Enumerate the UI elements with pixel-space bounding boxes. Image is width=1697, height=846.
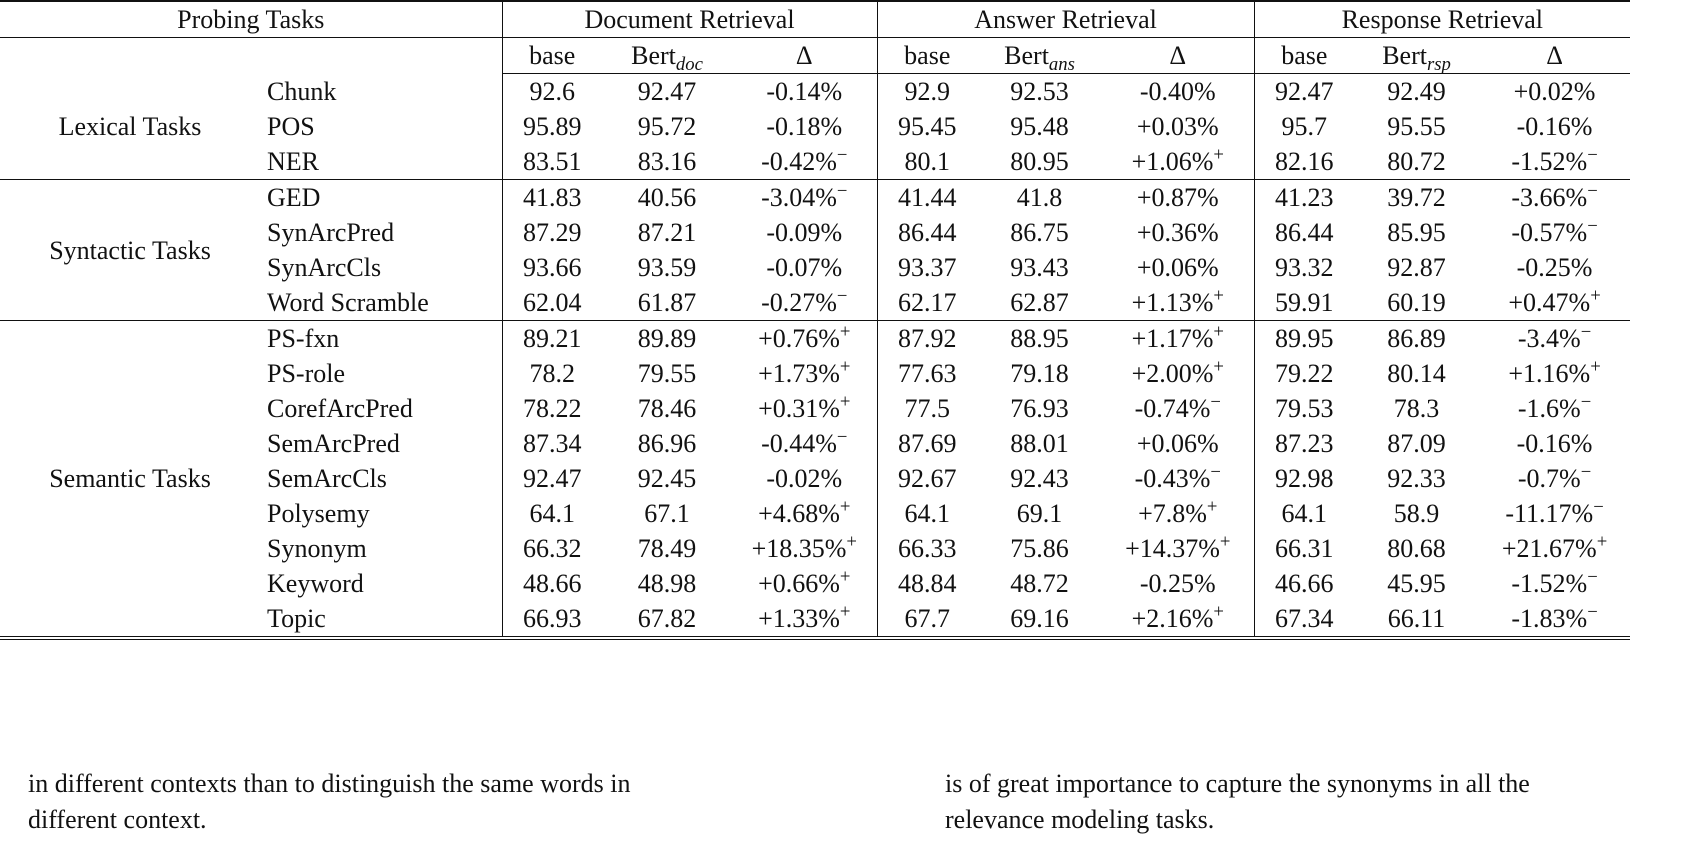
bert-value-cell: 92.53 [1010, 77, 1069, 106]
base-value-cell: 62.17 [877, 285, 977, 321]
task-name-cell: SemArcPred [267, 429, 400, 458]
base-value-cell: 95.45 [877, 109, 977, 144]
base-value-cell: 92.67 [877, 461, 977, 496]
bert-value-cell: 62.87 [977, 285, 1102, 321]
significance-mark: + [1213, 356, 1224, 378]
delta-value: -1.6% [1517, 394, 1581, 423]
significance-mark: + [1213, 144, 1224, 166]
bert-value-cell: 39.72 [1387, 183, 1446, 212]
significance-mark: − [1580, 391, 1592, 413]
delta-value: -0.02% [766, 464, 843, 493]
delta-value: +1.73% [758, 359, 840, 388]
ans-bert-header: Bert$_{ans}$ [977, 38, 1102, 74]
base-value-cell: 92.47 [1254, 74, 1354, 110]
bert-value-cell: 95.48 [1010, 112, 1069, 141]
significance-mark: − [1587, 144, 1598, 166]
bert-value-cell: 92.87 [1387, 253, 1446, 282]
base-value-cell: 48.66 [502, 566, 602, 601]
table-row [0, 321, 1630, 357]
significance-mark: + [839, 391, 851, 413]
base-value-cell: 89.21 [502, 321, 602, 357]
delta-value-cell [1102, 109, 1254, 144]
bert-value-cell: 92.33 [1387, 464, 1446, 493]
bert-value-cell: 79.55 [637, 359, 697, 388]
delta-value-cell [732, 566, 877, 601]
task-group-label: Lexical Tasks [0, 74, 260, 180]
delta-value: -0.74% [1134, 394, 1211, 423]
delta-value-cell [732, 285, 877, 321]
delta-value-cell [1102, 285, 1254, 321]
delta-value: -3.66% [1511, 183, 1588, 212]
body-text-right-column [945, 766, 1697, 838]
delta-value-cell [732, 496, 877, 531]
delta-value: +7.8% [1138, 499, 1207, 528]
delta-value: +0.76% [758, 324, 840, 353]
significance-mark: + [839, 566, 851, 588]
bert-value-cell: 75.86 [1010, 534, 1069, 563]
delta-value: -0.14% [766, 77, 843, 106]
bert-value-cell: 87.21 [637, 218, 697, 247]
significance-mark: + [839, 321, 851, 343]
base-value-cell: 79.53 [1254, 391, 1354, 426]
significance-mark: + [846, 531, 857, 553]
bert-value-cell: 95.55 [1387, 112, 1446, 141]
base-value-cell: 93.66 [502, 250, 602, 285]
significance-mark: − [1593, 496, 1604, 518]
task-name-cell: Keyword [267, 569, 364, 598]
delta-value: -0.27% [761, 288, 837, 317]
base-value-cell: 87.23 [1254, 426, 1354, 461]
base-value-cell: 87.29 [502, 215, 602, 250]
base-value-cell: 87.92 [877, 321, 977, 357]
significance-mark: + [1590, 285, 1601, 307]
significance-mark: + [1590, 356, 1601, 378]
base-value-cell: 92.98 [1254, 461, 1354, 496]
bert-value-cell: 92.49 [1387, 77, 1446, 106]
delta-value-cell [1479, 566, 1630, 601]
rsp-base-header: base [1254, 38, 1354, 74]
bert-value-cell: 48.98 [637, 569, 697, 598]
bert-value-cell: 79.18 [1010, 359, 1069, 388]
bert-value-cell: 93.43 [1010, 253, 1069, 282]
table-body [0, 74, 1630, 639]
base-value-cell: 95.7 [1254, 109, 1354, 144]
delta-value-cell [732, 426, 877, 461]
delta-value-cell [732, 109, 877, 144]
delta-value-cell [1102, 321, 1254, 357]
bert-value-cell: 67.82 [602, 601, 732, 638]
delta-value: -0.16% [1516, 112, 1593, 141]
base-value-cell: 87.69 [877, 426, 977, 461]
significance-mark: − [836, 144, 848, 166]
bert-value-cell: 80.14 [1387, 359, 1446, 388]
ans-delta-header: Δ [1102, 38, 1254, 74]
delta-value-cell [1479, 250, 1630, 285]
delta-value-cell [1479, 321, 1630, 357]
base-value-cell: 59.91 [1254, 285, 1354, 321]
delta-value: +18.35% [751, 534, 847, 563]
base-value-cell: 48.84 [877, 566, 977, 601]
bert-value-cell: 89.89 [637, 324, 697, 353]
delta-value: -0.18% [766, 112, 843, 141]
table-header-row [0, 1, 1630, 38]
probing-tasks-header: Probing Tasks [0, 1, 502, 38]
task-name-cell: NER [260, 144, 502, 180]
bert-value-cell: 69.1 [1016, 499, 1063, 528]
delta-value-cell [732, 356, 877, 391]
delta-value-cell [732, 74, 877, 110]
response-retrieval-header: Response Retrieval [1254, 1, 1630, 38]
base-value-cell: 80.1 [877, 144, 977, 180]
base-value-cell: 78.22 [502, 391, 602, 426]
task-name-cell: GED [267, 183, 321, 212]
delta-value-cell [1479, 531, 1630, 566]
bert-value-cell: 88.01 [1010, 429, 1069, 458]
bert-value-cell: 80.72 [1354, 144, 1479, 180]
bert-value-cell: 92.47 [637, 77, 697, 106]
delta-value: +14.37% [1125, 534, 1220, 563]
base-value-cell: 77.63 [877, 356, 977, 391]
significance-mark: − [1587, 601, 1598, 623]
task-name-cell: CorefArcPred [267, 394, 413, 423]
delta-value-cell [732, 391, 877, 426]
base-value-cell: 89.95 [1254, 321, 1354, 357]
bert-value-cell: 40.56 [637, 183, 697, 212]
bert-value-cell: 76.93 [1010, 394, 1069, 423]
base-value-cell: 92.9 [877, 74, 977, 110]
significance-mark: − [1580, 321, 1592, 343]
significance-mark: + [839, 356, 851, 378]
delta-value-cell [1479, 180, 1630, 216]
task-group-label: Semantic Tasks [0, 321, 260, 639]
delta-value: -1.52% [1511, 569, 1588, 598]
delta-value-cell [732, 321, 877, 357]
task-name-cell: Word Scramble [260, 285, 502, 321]
ans-base-header: base [877, 38, 977, 74]
delta-value: +0.47% [1508, 288, 1591, 317]
doc-bert-header: Bert$_{doc}$ [602, 38, 732, 74]
significance-mark: − [1210, 391, 1221, 413]
bert-value-cell: 80.95 [977, 144, 1102, 180]
delta-value-cell [1102, 601, 1254, 638]
task-name-cell: Chunk [267, 76, 337, 106]
delta-value: +2.16% [1131, 604, 1214, 633]
delta-value-cell [732, 601, 877, 638]
delta-value: +2.00% [1131, 359, 1214, 388]
body-text-line: relevance modeling tasks. [945, 805, 1215, 834]
base-value-cell: 78.2 [502, 356, 602, 391]
bert-value-cell: 86.96 [637, 429, 697, 458]
base-value-cell: 41.44 [877, 180, 977, 216]
significance-mark: − [1210, 461, 1221, 483]
significance-mark: − [1580, 461, 1592, 483]
delta-value: +1.17% [1131, 324, 1214, 353]
delta-value-cell [1102, 74, 1254, 110]
base-value-cell: 92.47 [502, 461, 602, 496]
delta-value: +1.13% [1131, 288, 1214, 317]
bert-value-cell: 45.95 [1387, 569, 1446, 598]
delta-value: +0.36% [1136, 218, 1219, 247]
base-value-cell: 66.93 [502, 601, 602, 638]
task-group-label: Syntactic Tasks [0, 180, 260, 321]
delta-value: -1.52% [1511, 147, 1588, 176]
delta-value-cell [1479, 496, 1630, 531]
delta-value: -0.42% [761, 147, 837, 176]
bert-value-cell: 58.9 [1393, 499, 1440, 528]
delta-value: +1.33% [758, 604, 840, 633]
base-value-cell: 92.6 [502, 74, 602, 110]
table-row [0, 180, 1630, 216]
bert-value-cell: 95.72 [637, 112, 697, 141]
delta-value: +0.31% [758, 394, 840, 423]
delta-value: +21.67% [1501, 534, 1597, 563]
table-subheader-row [0, 38, 1630, 74]
delta-value: +0.06% [1136, 429, 1219, 458]
bert-value-cell: 78.46 [637, 394, 697, 423]
delta-value: +0.03% [1136, 112, 1219, 141]
bert-value-cell: 87.09 [1387, 429, 1446, 458]
delta-value-cell [1479, 461, 1630, 496]
bert-value-cell: 80.68 [1387, 534, 1446, 563]
bert-value-cell: 78.49 [637, 534, 697, 563]
delta-value-cell [1102, 391, 1254, 426]
delta-value-cell [732, 180, 877, 216]
bert-value-cell: 48.72 [1010, 569, 1069, 598]
delta-value-cell [732, 250, 877, 285]
significance-mark: − [836, 426, 848, 448]
task-name-cell: Polysemy [267, 499, 370, 528]
task-name-cell: Synonym [267, 534, 367, 563]
bert-value-cell: 67.1 [644, 499, 690, 528]
delta-value-cell [1102, 461, 1254, 496]
base-value-cell: 86.44 [1254, 215, 1354, 250]
table-row [0, 74, 1630, 110]
significance-mark: + [1213, 321, 1224, 343]
body-text-line: is of great importance to capture the synonyms in all the [945, 769, 1530, 798]
delta-value-cell [1102, 426, 1254, 461]
document-retrieval-header: Document Retrieval [502, 1, 877, 38]
bert-value-cell: 61.87 [602, 285, 732, 321]
base-value-cell: 66.31 [1254, 531, 1354, 566]
delta-value-cell [1102, 356, 1254, 391]
delta-value-cell [732, 531, 877, 566]
delta-value-cell [1102, 180, 1254, 216]
delta-value-cell [1102, 531, 1254, 566]
answer-retrieval-header: Answer Retrieval [877, 1, 1254, 38]
delta-value: +0.06% [1136, 253, 1219, 282]
base-value-cell: 67.34 [1254, 601, 1354, 638]
base-value-cell: 67.7 [877, 601, 977, 638]
delta-value: +0.87% [1136, 183, 1219, 212]
base-value-cell: 64.1 [877, 496, 977, 531]
delta-value-cell [1479, 109, 1630, 144]
delta-value: -3.4% [1517, 324, 1581, 353]
base-value-cell: 79.22 [1254, 356, 1354, 391]
delta-value-cell [732, 461, 877, 496]
significance-mark: + [839, 496, 851, 518]
doc-base-header: base [502, 38, 602, 74]
significance-mark: + [839, 601, 851, 623]
bert-value-cell: 60.19 [1354, 285, 1479, 321]
delta-value-cell [1102, 496, 1254, 531]
task-name-cell: Topic [260, 601, 502, 638]
delta-value: +1.16% [1508, 359, 1591, 388]
delta-value-cell [1479, 601, 1630, 638]
doc-delta-header: Δ [732, 38, 877, 74]
delta-value: -1.83% [1511, 604, 1588, 633]
rsp-bert-header: Bert$_{rsp}$ [1354, 38, 1479, 74]
delta-value-cell [1479, 74, 1630, 110]
base-value-cell: 66.32 [502, 531, 602, 566]
delta-value-cell [1102, 566, 1254, 601]
significance-mark: + [1596, 531, 1608, 553]
significance-mark: + [1213, 285, 1224, 307]
bert-value-cell: 92.43 [1010, 464, 1069, 493]
base-value-cell: 46.66 [1254, 566, 1354, 601]
base-value-cell: 93.37 [877, 250, 977, 285]
rsp-delta-header: Δ [1479, 38, 1630, 74]
base-value-cell: 87.34 [502, 426, 602, 461]
delta-value: -0.25% [1139, 569, 1216, 598]
base-value-cell: 41.23 [1254, 180, 1354, 216]
significance-mark: − [1587, 566, 1598, 588]
base-value-cell: 66.33 [877, 531, 977, 566]
bert-value-cell: 92.45 [637, 464, 697, 493]
delta-value-cell [1102, 144, 1254, 180]
base-value-cell: 41.83 [502, 180, 602, 216]
delta-value-cell [732, 144, 877, 180]
task-name-cell: PS-fxn [267, 324, 340, 353]
significance-mark: − [1587, 180, 1598, 202]
base-value-cell: 93.32 [1254, 250, 1354, 285]
task-name-cell: POS [267, 112, 315, 141]
delta-value: -0.7% [1517, 464, 1581, 493]
base-value-cell: 82.16 [1254, 144, 1354, 180]
significance-mark: − [836, 285, 848, 307]
delta-value: -0.07% [766, 253, 843, 282]
base-value-cell: 83.51 [502, 144, 602, 180]
subheader-blank [0, 38, 502, 74]
delta-value: -0.40% [1139, 77, 1216, 106]
delta-value: +1.06% [1131, 147, 1214, 176]
delta-value-cell [1479, 285, 1630, 321]
base-value-cell: 62.04 [502, 285, 602, 321]
delta-value-cell [1102, 250, 1254, 285]
delta-value: -11.17% [1505, 499, 1594, 528]
task-name-cell: PS-role [267, 359, 345, 388]
base-value-cell: 77.5 [877, 391, 977, 426]
delta-value-cell [1479, 426, 1630, 461]
task-name-cell: SynArcPred [267, 218, 395, 247]
delta-value-cell [1479, 215, 1630, 250]
bert-value-cell: 86.89 [1387, 324, 1446, 353]
base-value-cell: 86.44 [877, 215, 977, 250]
base-value-cell: 95.89 [502, 109, 602, 144]
delta-value: -0.16% [1516, 429, 1593, 458]
bert-value-cell: 93.59 [637, 253, 697, 282]
bert-value-cell: 88.95 [1010, 324, 1069, 353]
delta-value-cell [1479, 144, 1630, 180]
task-name-cell: SemArcCls [267, 464, 387, 493]
bert-value-cell: 78.3 [1393, 394, 1440, 423]
delta-value-cell [732, 215, 877, 250]
delta-value-cell [1479, 356, 1630, 391]
body-text-left-column [28, 766, 798, 838]
delta-value-cell [1102, 215, 1254, 250]
bert-value-cell: 86.75 [1010, 218, 1069, 247]
delta-value: +0.02% [1513, 77, 1596, 106]
significance-mark: + [1219, 531, 1231, 553]
significance-mark: − [836, 180, 848, 202]
bert-value-cell: 69.16 [977, 601, 1102, 638]
significance-mark: − [1587, 215, 1598, 237]
delta-value: -0.44% [761, 429, 837, 458]
significance-mark: + [1213, 601, 1224, 623]
body-text-line: different context. [28, 805, 207, 834]
base-value-cell: 64.1 [1254, 496, 1354, 531]
bert-value-cell: 85.95 [1387, 218, 1446, 247]
delta-value: +0.66% [758, 569, 840, 598]
bert-value-cell: 66.11 [1354, 601, 1479, 638]
delta-value: -0.43% [1134, 464, 1211, 493]
bert-value-cell: 41.8 [1016, 183, 1063, 212]
bert-value-cell: 83.16 [602, 144, 732, 180]
body-text-line: in different contexts than to distinguish the same words in [28, 769, 631, 798]
task-name-cell: SynArcCls [267, 253, 382, 282]
delta-value: -0.57% [1511, 218, 1588, 247]
base-value-cell: 64.1 [502, 496, 602, 531]
significance-mark: + [1206, 496, 1218, 518]
delta-value-cell [1479, 391, 1630, 426]
delta-value: -0.25% [1516, 253, 1593, 282]
delta-value: -0.09% [766, 218, 843, 247]
delta-value: +4.68% [758, 499, 840, 528]
delta-value: -3.04% [761, 183, 837, 212]
